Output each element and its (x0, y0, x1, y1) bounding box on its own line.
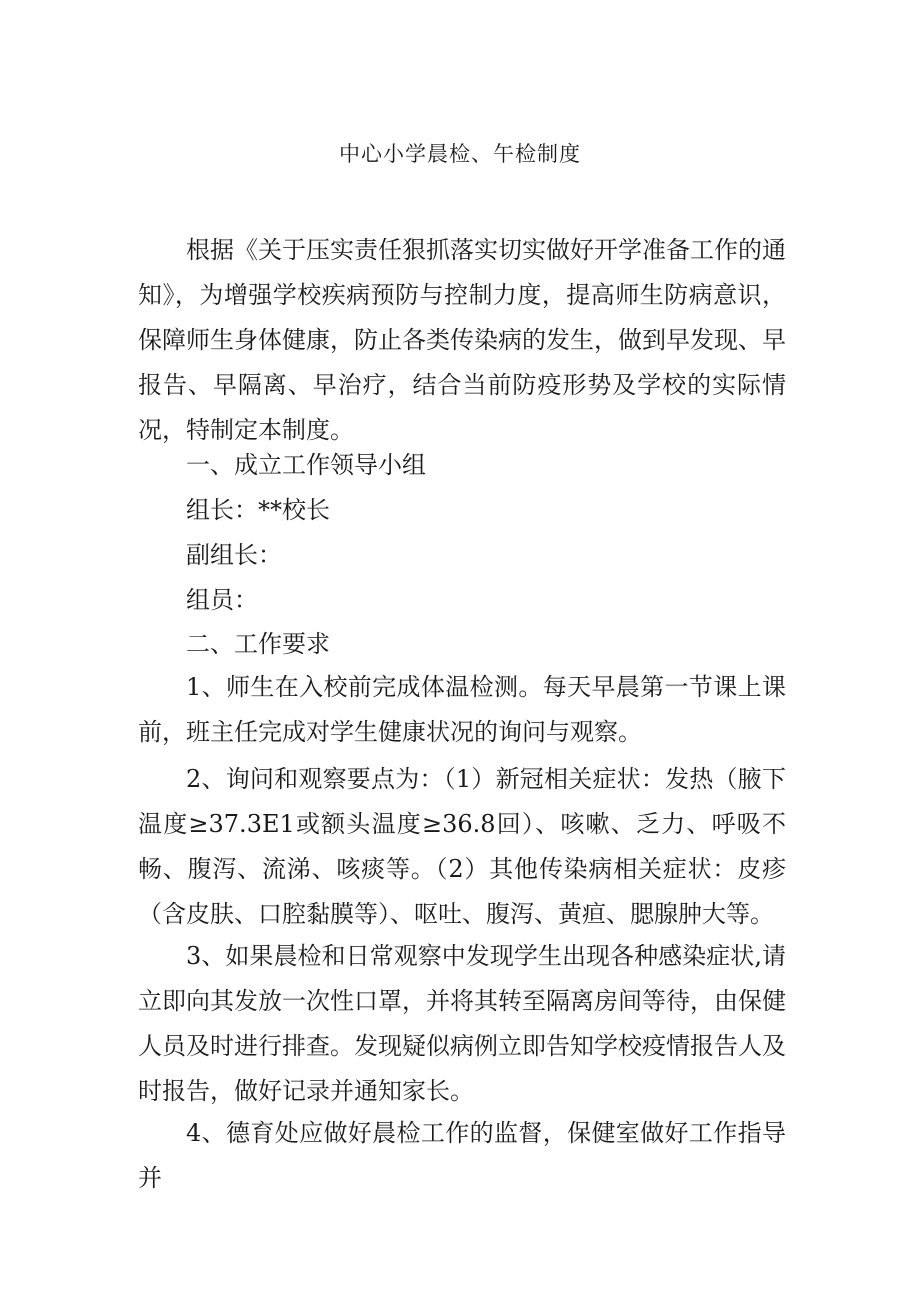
item-3-paragraph: 3、如果晨检和日常观察中发现学生出现各种感染症状,请立即向其发放一次性口罩，并将其转至隔离房间等待，由保健人员及时进行排查。发现疑似病例立即告知学校疫情报告人及时报告，做好记录并通知家长。 (138, 942, 786, 1105)
document-title: 中心小学晨检、午检制度 (339, 142, 581, 166)
deputy-leader-line: 副组长： (186, 541, 282, 569)
item-2-paragraph: 2、询问和观察要点为：（1）新冠相关症状：发热（腋下温度≥37.3E1或额头温度≥36.8回）、咳嗽、乏力、呼吸不畅、腹泻、流涕、咳痰等。（2）其他传染病相关症状：皮疹（含皮肤、口腔黏膜等）、呕吐、腹泻、黄疸、腮腺肿大等。 (138, 765, 786, 928)
leader-line: 组长：**校长 (186, 496, 330, 524)
item-1-paragraph: 1、师生在入校前完成体温检测。每天早晨第一节课上课前，班主任完成对学生健康状况的询问与观察。 (138, 673, 786, 746)
section1-heading: 一、成立工作领导小组 (186, 451, 426, 479)
item-4-paragraph: 4、德育处应做好晨检工作的监督，保健室做好工作指导并 (138, 1119, 786, 1192)
section2-heading: 二、工作要求 (186, 630, 330, 658)
intro-paragraph: 根据《关于压实责任狠抓落实切实做好开学准备工作的通知》，为增强学校疾病预防与控制力度，提高师生防病意识，保障师生身体健康，防止各类传染病的发生，做到早发现、早报告、早隔离、早治疗，结合当前防疫形势及学校的实际情况，特制定本制度。 (138, 236, 786, 444)
members-line: 组员： (186, 586, 258, 614)
